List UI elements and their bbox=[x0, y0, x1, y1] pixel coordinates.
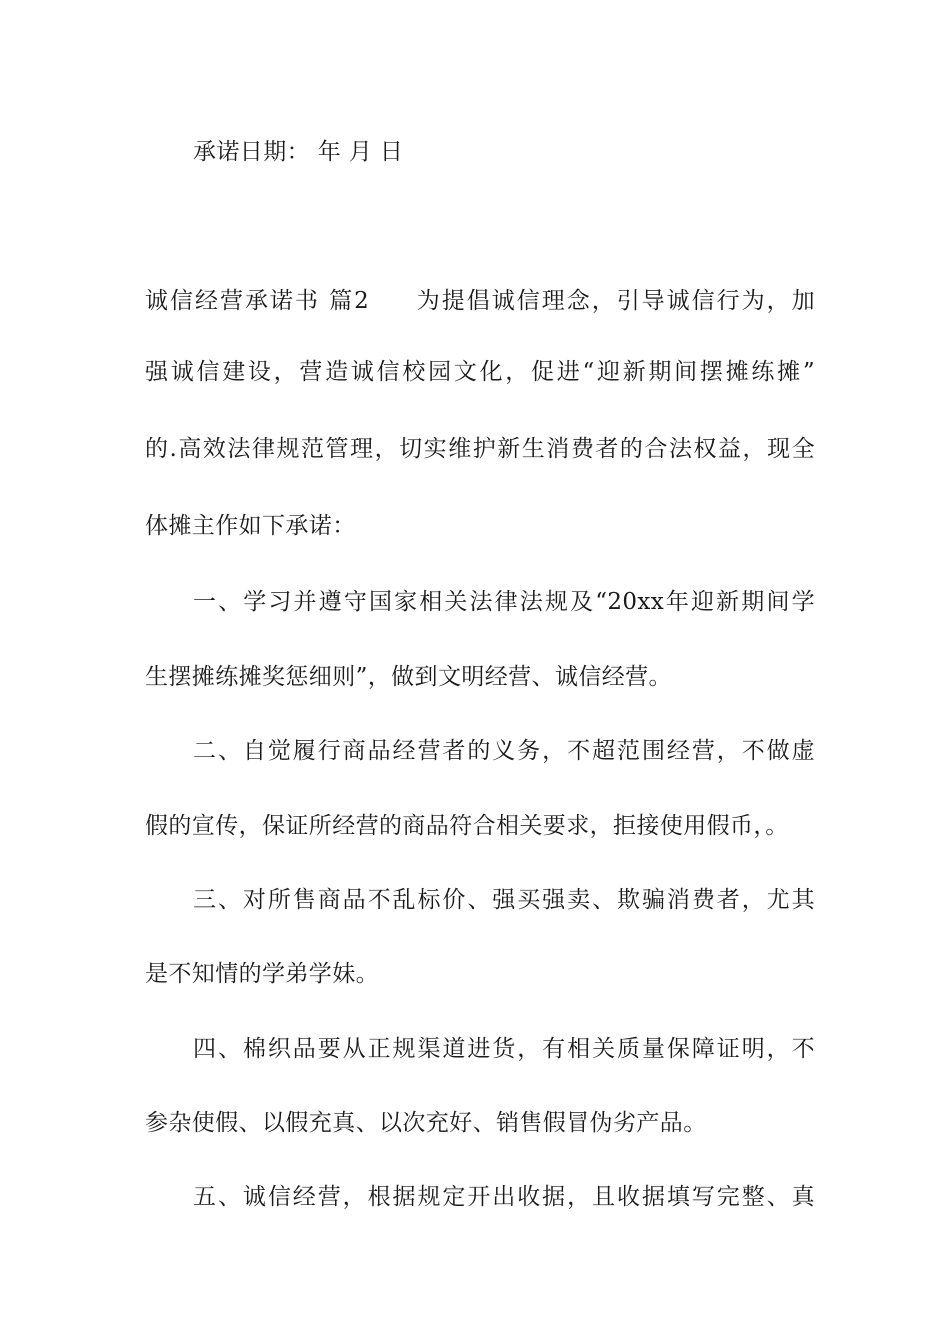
section-title-line bbox=[145, 286, 815, 316]
intro-line-2: 强诚信建设，营造诚信校园文化，促进“迎新期间摆摊练摊” bbox=[145, 359, 815, 385]
intro-line-4: 体摊主作如下承诺： bbox=[145, 513, 356, 539]
item-4-line-2: 参杂使假、以假充真、以次充好、销售假冒伪劣产品。 bbox=[145, 1110, 707, 1136]
section-title: 诚信经营承诺书 篇2 bbox=[145, 288, 370, 314]
item-4-line-1: 四、棉织品要从正规渠道进货，有相关质量保障证明，不 bbox=[193, 1036, 815, 1062]
item-2-line-2: 假的宣传，保证所经营的商品符合相关要求，拒接使用假币，。 bbox=[145, 813, 789, 839]
item-3-line-2: 是不知情的学弟学妹。 bbox=[145, 961, 379, 987]
commitment-date-line: 承诺日期： 年 月 日 bbox=[193, 139, 404, 165]
item-1-line-2: 生摆摊练摊奖惩细则”，做到文明经营、诚信经营。 bbox=[145, 664, 672, 690]
item-5-line-1: 五、诚信经营，根据规定开出收据，且收据填写完整、真 bbox=[193, 1184, 815, 1210]
intro-line-1: 为提倡诚信理念，引导诚信行为，加 bbox=[415, 288, 815, 314]
intro-line-3: 的.高效法律规范管理，切实维护新生消费者的合法权益，现全 bbox=[145, 436, 815, 462]
item-2-line-1: 二、自觉履行商品经营者的义务，不超范围经营，不做虚 bbox=[193, 738, 815, 764]
item-1-line-1: 一、学习并遵守国家相关法律法规及“20xx年迎新期间学 bbox=[193, 589, 815, 615]
item-3-line-1: 三、对所售商品不乱标价、强买强卖、欺骗消费者，尤其 bbox=[193, 887, 815, 913]
